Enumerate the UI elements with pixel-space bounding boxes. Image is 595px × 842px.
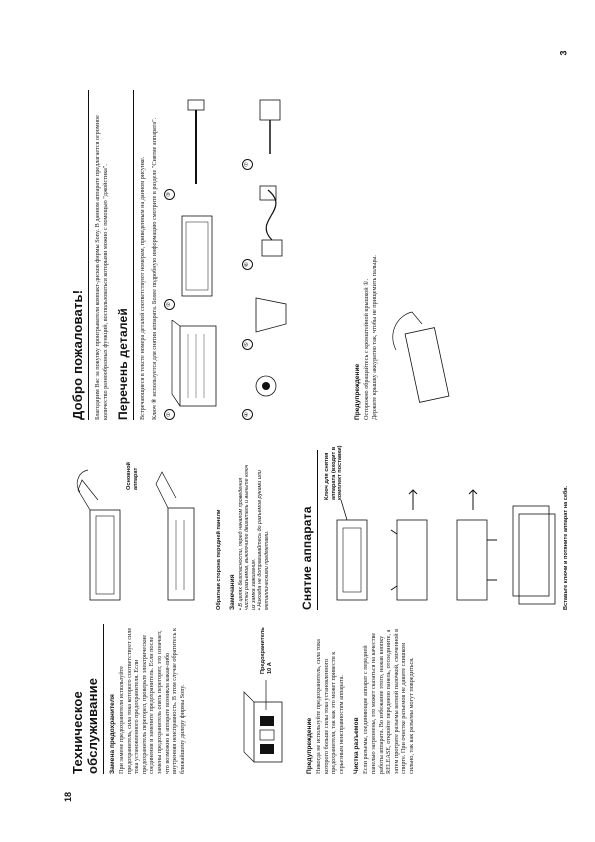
part-1-front-panel-illustration <box>168 320 228 410</box>
removal-final-caption: Вставьте ключи и потяните аппарат на себя. <box>563 485 569 610</box>
fuse-text: При замене предохранителя используйте предохранитель, сила тока которого соответствует силе тока установленного предохранителя. Если предохранитель перегорел, проверьте электрические соединения и замените предохранитель. Если после замены предохранитель опять перегорит, это означает, что возможно в аппарате возникла какая-либо внутренняя неисправность. В этом случае обратитесь к ближайшему дилеру фирмы Sony. <box>118 627 186 774</box>
part-label-5: ⑤ <box>242 339 253 350</box>
fuse-label: Предохранитель 10 A <box>260 627 273 674</box>
right-warning-section <box>350 90 462 420</box>
fuse-warning-title: Предупреждение <box>306 717 313 774</box>
parts-key-text: Ключ ⑧ используется для снятия аппарата. Более подробную информацию смотрите в разделе "Снятие аппарата". <box>150 117 158 420</box>
part-3-screw-illustration <box>176 90 216 190</box>
note-item-1: • В целях безопасности, перед началом проведения чистки разъемов, выключите двигатель и выньте ключ из замка зажигания. <box>238 460 258 610</box>
right-warning-text: Осторожно обращайтесь с кронштейной крышкой ①. Держите крышку аккуратно так, чтобы не прищемить пальцы. <box>363 255 378 420</box>
part-6-harness-illustration <box>242 180 302 260</box>
parts-grid <box>162 90 312 420</box>
maintenance-title: Техническое обслуживание <box>70 677 100 774</box>
welcome-text: Благодарим Вас за покупку проигрывателя компакт-дисков фирмы Sony. В данном аппарате предлагается огромное количество разнообразных функций, воспользоваться которыми можно с помощью "джойстика". <box>94 115 109 420</box>
part-label-3: ③ <box>164 189 175 200</box>
cleaning-title: Чистка разъемов <box>353 717 361 774</box>
welcome-title: Добро пожаловать! <box>70 289 85 420</box>
cleaning-text: Если разъемы, соединяющие аппарат с передней панелью загрязнены, это может сказаться на качестве работы аппарата. Во избежание этого, нажав кнопку RELEASE, откройте переднюю панель, отсоедините, а затем протрите разъемы ватной палочкой, смоченной в спирте. При очистке разъемов не давите слишком сильно, так как разъемы могут повредиться. <box>362 628 415 774</box>
part-4-knob-illustration <box>246 366 286 406</box>
welcome-rule <box>88 90 89 420</box>
part-2-case-illustration <box>172 210 222 300</box>
removal-title: Снятие аппарата <box>300 506 314 610</box>
welcome-section <box>70 90 113 420</box>
part-label-4: ④ <box>242 409 253 420</box>
part-label-7: ⑦ <box>242 159 253 170</box>
parts-title: Перечень деталей <box>116 307 130 420</box>
part-5-bracket-illustration <box>246 288 296 338</box>
notes-title: Замечания <box>228 574 236 610</box>
removal-key-label: Ключ для снятия аппарата (входит в комплект поставки) <box>324 445 344 500</box>
parts-rule <box>133 90 134 420</box>
parts-section <box>116 90 312 420</box>
hand-panel-illustration <box>382 300 462 420</box>
main-unit-label: Основной аппарат <box>126 462 139 490</box>
fuse-title: Замена предохранителя <box>109 694 116 774</box>
right-warning-title: Предупреждение <box>354 363 361 420</box>
page-number-left: 18 <box>63 791 74 803</box>
part-label-6: ⑥ <box>242 259 253 270</box>
parts-text: Встречающиеся в тексте номера деталей соответствуют номерам, приведенным на данном рисунке. <box>139 156 146 420</box>
right-page <box>70 60 570 780</box>
page-number-right: 3 <box>558 50 569 56</box>
part-label-1: ① <box>164 409 175 420</box>
part-label-2: ② <box>164 299 175 310</box>
note-item-2: • Никогда не дотрагивайтесь до разъемов руками или металлическими предметами. <box>257 460 270 610</box>
fuse-warning-text: Никогда не используйте предохранитель, сила тока которого больше силы тока установленного предохранителя, так как это может привести к серьезным неисправностям аппарата. <box>315 639 345 774</box>
part-7-key-illustration <box>250 90 290 160</box>
front-panel-back-label: Обратная сторона передней панели <box>216 509 222 610</box>
